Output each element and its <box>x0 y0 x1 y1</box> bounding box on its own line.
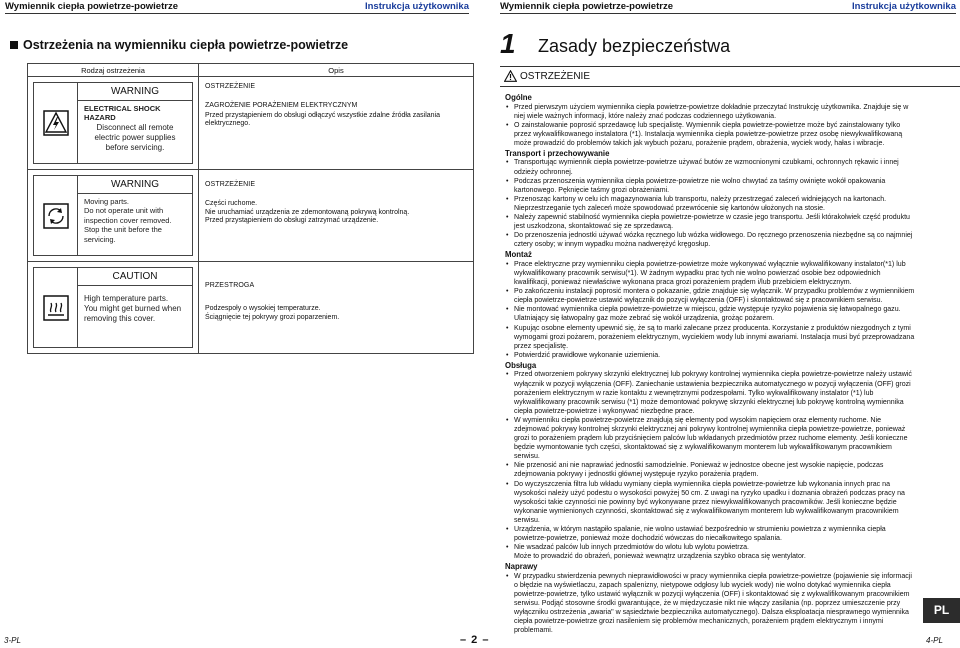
warnings-table <box>27 63 474 354</box>
label-heading: CAUTION <box>78 268 192 286</box>
label-heading: WARNING <box>78 83 192 101</box>
list-item: • Nie przenosić ani nie naprawiać jednostki samodzielnie. Ponieważ w jednostce obecne jest wysokie napięcie, podczas zdejmowania pokrywy i jednostki głównej występuje ryzyko porażenia prądem. <box>505 461 917 479</box>
label-text-area <box>78 268 192 347</box>
section-title-text: Ostrzeżenia na wymienniku ciepła powietrze-powietrze <box>23 38 349 52</box>
bullet-list <box>505 158 917 249</box>
label-icon-area <box>34 176 78 255</box>
list-item: • Przenosząc kartony w celu ich magazynowania lub transportu, należy przestrzegać zaleceń widniejących na kartonach. Nieprzestrzeganie tych zaleceń może spowodować przewrócenie się kartonów ułożonych na stosie. <box>505 195 917 213</box>
bullet-list <box>505 572 917 636</box>
warning-heading: OSTRZEŻENIE <box>520 70 591 82</box>
list-item: • Przed pierwszym użyciem wymiennika ciepła powietrze-powietrze dokładnie przeczytać Instrukcję użytkownika. Znajduje się w niej wiele ważnych informacji, które należy znać podczas codziennego użytkowania. <box>505 103 917 121</box>
label-bold-text: ELECTRICAL SHOCK HAZARD <box>84 104 161 123</box>
chapter-number: 1 <box>500 28 516 59</box>
list-item: • Nie montować wymiennika ciepła powietrze-powietrze w miejscu, gdzie występuje ryzyko pojawienia się łatwopalnego gazu. Ulatniający się łatwopalny gaz może zebrać się wokół urządzenia, grożąc pożarem. <box>505 305 917 323</box>
list-item: • W przypadku stwierdzenia pewnych nieprawidłowości w pracy wymiennika ciepła powietrze-powietrze (pojawienie się informacji o błędzie na wyświetlaczu, zapach spalenizny, nietypowe odgłosy lub wyciek wody) nie wolno dotykać wymiennika ciepła powietrze-powietrze, tylko ustawić wyłącznik w pozycji wyłączenia (OFF) i skontaktować się z wykwalifikowanym pracownikiem serwisu. Podjąć stosowne środki gwarantujące, że w międzyczasie nikt nie włączy zasilania (np. poprzez umieszczenie przy wyłączniku ostrzeżenia „awaria" w sąsiedztwie bezpiecznika automatycznego). Dalsza eksploatacja niesprawnego wymiennika ciepła powietrze-powietrze grozi nasileniem się problemów mechanicznych, porażeniem prądem elektrycznym i innymi problemami. <box>505 572 917 636</box>
language-tab: PL <box>923 598 960 623</box>
label-body <box>78 101 192 156</box>
list-item: • Do przenoszenia jednostki używać wózka ręcznego lub wózka widłowego. Do ręcznego przenoszenia niezbędne są co najmniej cztery osoby; w innym wypadku można nadwerężyć kręgosłup. <box>505 231 917 249</box>
label-text-area <box>78 176 192 255</box>
table-row <box>28 77 474 170</box>
left-header-divider <box>5 13 469 14</box>
left-page-number: 3-PL <box>4 636 21 645</box>
label-text-area <box>78 83 192 163</box>
left-header-manual: Instrukcja użytkownika <box>364 1 469 12</box>
description-text: Przed przystąpieniem do obsługi odłączyć wszystkie zdalne źródła zasilania elektrycznego. <box>205 111 441 128</box>
warning-label-cell <box>28 170 199 262</box>
right-page-number: 4-PL <box>926 636 943 645</box>
warning-description-cell <box>199 170 474 262</box>
left-page-header <box>5 0 469 13</box>
label-text: Moving parts. Do not operate unit with inspection cover removed. Stop the unit before the servicing. <box>84 197 172 244</box>
list-item: • Kupując osobne elementy upewnić się, że są to marki zalecane przez producenta. Korzystanie z produktów niezgodnych z tymi wymogami grozi pożarem, porażeniem elektrycznym, wyciekiem wody lub innymi awariami. Instalacja musi być przeprowadzana przez specjalistę. <box>505 324 917 351</box>
warning-divider <box>500 86 960 87</box>
description-line: Części ruchome. <box>205 199 258 207</box>
warning-label <box>33 267 193 348</box>
list-item: • Podczas przenoszenia wymiennika ciepła powietrze-powietrze nie wolno chwytać za taśmy owinięte wokół opakowania kartonowego. Pęknięcie taśmy grozi obrażeniami. <box>505 177 917 195</box>
list-item: • Do wyczyszczenia filtra lub wkładu wymiany ciepła wymiennika ciepła powietrze-powietrze lub wykonania innych prac na wysokości należy użyć podestu o wysokości powyżej 50 cm. Z uwagi na ryzyko upadku i doznania obrażeń podczas pracy na wysokości takie czynności nie powinny być wykonywane przez niewykwalifikowanych pracowników. Jeśli konieczne będzie wykonanie wymienionych czynności, skontaktować się z wykwalifikowanym monterem lub wykwalifikowanym pracownikiem serwisu. <box>505 480 917 525</box>
warning-heading-row <box>504 70 590 82</box>
label-icon-area <box>34 268 78 347</box>
description-line: Ściągnięcie tej pokrywy grozi poparzeniem. <box>205 313 340 321</box>
description-heading: OSTRZEŻENIE <box>205 83 256 90</box>
hot-surface-icon <box>43 295 69 321</box>
warning-description-cell <box>199 77 474 170</box>
label-icon-area <box>34 83 78 163</box>
table-row <box>28 170 474 262</box>
warning-label-cell <box>28 262 199 354</box>
right-header-title: Wymiennik ciepła powietrze-powietrze <box>500 1 673 12</box>
rotating-fan-icon <box>43 203 69 229</box>
safety-content <box>505 92 917 636</box>
chapter-title: Zasady bezpieczeństwa <box>538 36 731 56</box>
list-item: • Urządzenia, w którym nastąpiło spalanie, nie wolno ustawiać bezpośrednio w strumieniu powietrza z wymiennika ciepła powietrze-powietrze, ponieważ może dochodzić wówczas do niecałkowitego spalania. <box>505 525 917 543</box>
bullet-list <box>505 103 917 148</box>
table-header-row <box>28 64 474 77</box>
list-item: • Po zakończeniu instalacji poprosić montera o pokazanie, gdzie znajduje się wyłącznik. W przypadku problemów z wymiennikiem ciepła powietrze-powietrze ustawić wyłącznik do pozycji wyłączenia (OFF) i skontaktować się z pracownikiem serwisu. <box>505 287 917 305</box>
list-item: • Należy zapewnić stabilność wymiennika ciepła powietrze-powietrze w czasie jego transportu. Jeśli którakolwiek część produktu jest uszkodzona, skontaktować się ze sprzedawcą. <box>505 213 917 231</box>
description-line: Nie uruchamiać urządzenia ze zdemontowaną pokrywą kontrolną. <box>205 208 410 216</box>
warning-label <box>33 175 193 256</box>
center-page-number: – 2 – <box>460 634 490 646</box>
warning-label-cell <box>28 77 199 170</box>
bullet-list <box>505 260 917 360</box>
square-bullet-icon <box>10 41 18 49</box>
section-title <box>10 38 348 52</box>
col-header-description: Opis <box>199 64 474 77</box>
list-item: • O zainstalowanie poprosić sprzedawcę lub specjalistę. Wymiennik ciepła powietrze-powietrze może być zainstalowany tylko przez wykwalifikowanego instalatora (*1). Instalacja wymiennika ciepła powietrze-powietrze przez osobę niewykwalifikowaną może prowadzić do problemów takich jak wybuch pożaru, porażenie prądem, obrażenia, wyciek wody, hałas i wibracje. <box>505 121 917 148</box>
right-page-header <box>500 0 956 13</box>
section-heading: Montaż <box>505 250 532 260</box>
description-title: ZAGROŻENIE PORAŻENIEM ELEKTRYCZNYM <box>205 101 358 109</box>
section-heading: Obsługa <box>505 360 537 370</box>
table-row <box>28 262 474 354</box>
description-line: Podzespoły o wysokiej temperaturze. <box>205 304 321 312</box>
label-heading: WARNING <box>78 176 192 194</box>
warning-triangle-icon <box>504 70 517 82</box>
list-item: • W wymienniku ciepła powietrze-powietrze znajdują się elementy pod wysokim napięciem oraz elementy ruchome. Nie zdejmować pokrywy kontrolnej skrzynki elektrycznej ani pokrywy kontrolnej wymiennika ciepła powietrze-powietrze, ponieważ grozi to porażeniem prądem lub przyciśnięciem palców lub wkładanych przedmiotów przez ruchome elementy. Jeśli konieczne będzie wymontowanie tych części, skontaktować się z wykwalifikowanym monterem lub wykwalifikowanym pracownikiem serwisu. <box>505 416 917 461</box>
list-item: • Potwierdzić prawidłowe wykonanie uziemienia. <box>505 351 917 360</box>
bullet-list <box>505 370 917 561</box>
right-header-divider <box>500 13 956 14</box>
section-heading: Naprawy <box>505 562 538 572</box>
list-item: • Prace elektryczne przy wymienniku ciepła powietrze-powietrze może wykonywać wyłącznie wykwalifikowany instalator(*1) lub wykwalifikowany pracownik serwisu(*1). W żadnym wypadku prac tych nie wolno powierzać osobie bez odpowiednich kwalifikacji, ponieważ niewłaściwe wykonana praca grozi porażeniem prądem i/lub przebiciem elektrycznym. <box>505 260 917 287</box>
description-heading: PRZESTROGA <box>205 282 255 289</box>
warning-description-cell <box>199 262 474 354</box>
label-text: High temperature parts. You might get burned when removing this cover. <box>84 294 182 323</box>
chapter-divider <box>500 66 960 67</box>
section-heading: Transport i przechowywanie <box>505 148 610 158</box>
right-header-manual: Instrukcja użytkownika <box>851 1 956 12</box>
description-line: Przed przystąpieniem do obsługi zatrzymać urządzenie. <box>205 217 379 225</box>
left-header-title: Wymiennik ciepła powietrze-powietrze <box>5 1 178 12</box>
electric-hazard-icon <box>43 110 69 136</box>
col-header-type: Rodzaj ostrzeżenia <box>28 64 199 77</box>
description-heading: OSTRZEŻENIE <box>205 181 256 188</box>
list-item: • Nie wsadzać palców lub innych przedmiotów do wlotu lub wylotu powietrza. Może to prowadzić do obrażeń, ponieważ wewnątrz urządzenia szybko obraca się wentylator. <box>505 543 917 561</box>
list-item: • Transportując wymiennik ciepła powietrze-powietrze używać butów ze wzmocnionymi czubkami, ochronnych rękawic i innej odzieży ochronnej. <box>505 158 917 176</box>
list-item: • Przed otworzeniem pokrywy skrzynki elektrycznej lub pokrywy kontrolnej wymiennika ciepła powietrze-powietrze należy ustawić wyłącznik w pozycji wyłączenia (OFF). Zaniechanie ustawienia bezpiecznika automatycznego w pozycji wyłączenia (OFF) grozi porażeniem elektrycznym w razie kontaktu z wewnętrznymi podzespołami. Tylko wykwalifikowany instalator (*1) lub wykwalifikowany pracownik serwisu (*1) może demontować pokrywę skrzynki elektrycznej lub pokrywę kontrolną wymiennika ciepła powietrze-powietrze i wykonywać niezbędne prace. <box>505 370 917 415</box>
section-heading: Ogólne <box>505 93 532 102</box>
warning-label <box>33 82 193 164</box>
label-text: Disconnect all remote electric power supplies before servicing. <box>94 122 176 152</box>
